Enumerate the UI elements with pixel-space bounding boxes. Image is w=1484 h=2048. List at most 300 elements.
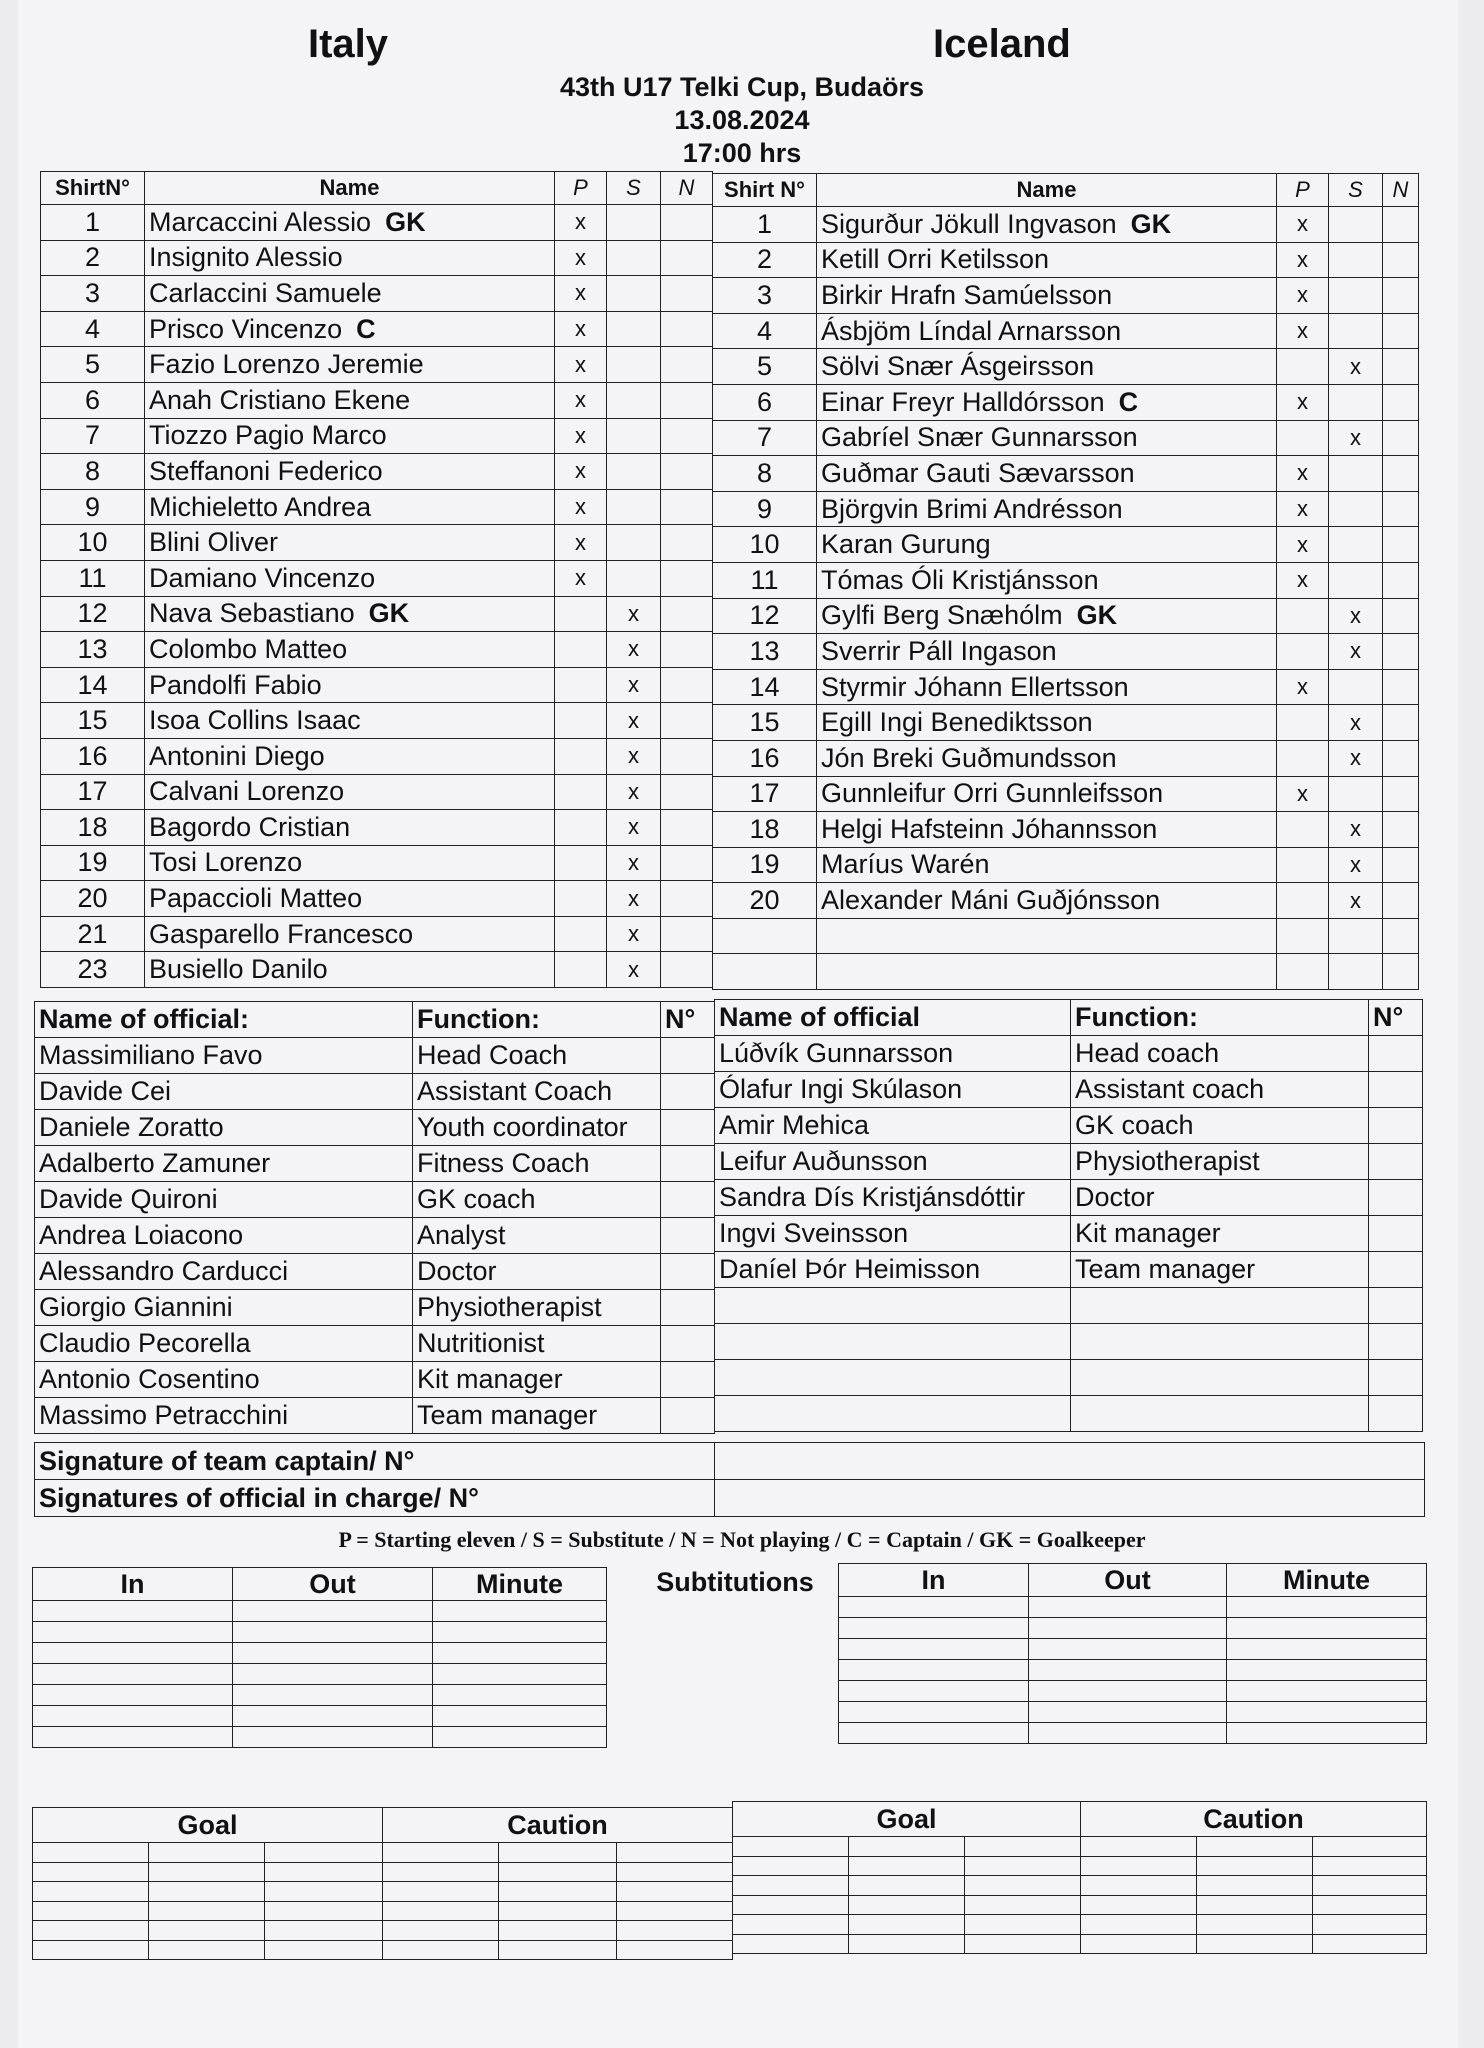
player-name-cell bbox=[817, 740, 1277, 776]
blank-cell[interactable] bbox=[1313, 1837, 1427, 1857]
substitution-row bbox=[33, 1643, 607, 1664]
not-playing-mark bbox=[1383, 776, 1419, 812]
player-name-cell bbox=[817, 669, 1277, 705]
player-row bbox=[713, 278, 1419, 314]
blank-cell[interactable] bbox=[33, 1862, 149, 1882]
official-function bbox=[1071, 1360, 1369, 1396]
blank-cell[interactable] bbox=[233, 1622, 433, 1643]
official-name: Leifur Auðunsson bbox=[715, 1144, 1071, 1180]
not-playing-mark bbox=[661, 738, 713, 774]
shirt-number: 5 bbox=[41, 347, 145, 383]
blank-cell[interactable] bbox=[149, 1882, 265, 1902]
player-name: Alexander Máni Guðjónsson bbox=[821, 885, 1161, 916]
blank-cell[interactable] bbox=[233, 1664, 433, 1685]
official-function: Physiotherapist bbox=[413, 1290, 661, 1326]
blank-cell[interactable] bbox=[1227, 1618, 1427, 1639]
blank-cell[interactable] bbox=[1313, 1856, 1427, 1876]
blank-cell[interactable] bbox=[1081, 1895, 1197, 1915]
player-row bbox=[713, 847, 1419, 883]
player-name-cell bbox=[145, 667, 555, 703]
substitute-mark bbox=[607, 489, 661, 525]
starting-mark: x bbox=[555, 560, 607, 596]
blank-cell[interactable] bbox=[1313, 1934, 1427, 1954]
blank-cell[interactable] bbox=[433, 1601, 607, 1622]
official-signature-field[interactable] bbox=[715, 1480, 1425, 1517]
blank-cell[interactable] bbox=[149, 1921, 265, 1941]
player-row bbox=[41, 703, 713, 739]
blank-cell[interactable] bbox=[1029, 1618, 1227, 1639]
captain-signature-field[interactable] bbox=[715, 1443, 1425, 1480]
blank-cell[interactable] bbox=[839, 1618, 1029, 1639]
blank-cell[interactable] bbox=[1197, 1895, 1313, 1915]
blank-cell[interactable] bbox=[965, 1856, 1081, 1876]
blank-cell[interactable] bbox=[1029, 1723, 1227, 1744]
official-name: Ólafur Ingi Skúlason bbox=[715, 1072, 1071, 1108]
substitute-mark bbox=[607, 240, 661, 276]
blank-cell[interactable] bbox=[839, 1702, 1029, 1723]
player-row bbox=[713, 527, 1419, 563]
blank-cell[interactable] bbox=[149, 1901, 265, 1921]
starting-mark: x bbox=[555, 418, 607, 454]
not-playing-mark bbox=[661, 703, 713, 739]
player-name: Jón Breki Guðmundsson bbox=[821, 742, 1117, 773]
not-playing-mark bbox=[1383, 384, 1419, 420]
player-name: Tiozzo Pagio Marco bbox=[149, 420, 387, 451]
player-row bbox=[713, 456, 1419, 492]
player-row bbox=[41, 596, 713, 632]
blank-cell[interactable] bbox=[383, 1940, 499, 1960]
blank-cell[interactable] bbox=[149, 1940, 265, 1960]
official-number bbox=[1369, 1036, 1423, 1072]
player-name: Nava Sebastiano bbox=[149, 598, 355, 629]
substitute-mark bbox=[607, 382, 661, 418]
player-row bbox=[41, 667, 713, 703]
starting-mark: x bbox=[1277, 776, 1329, 812]
blank-cell[interactable] bbox=[499, 1901, 617, 1921]
official-name: Andrea Loiacono bbox=[35, 1218, 413, 1254]
blank-cell[interactable] bbox=[839, 1723, 1029, 1744]
official-number bbox=[661, 1290, 715, 1326]
player-name: Guðmar Gauti Sævarsson bbox=[821, 457, 1135, 488]
starting-mark bbox=[1277, 812, 1329, 848]
blank-cell[interactable] bbox=[233, 1685, 433, 1706]
starting-mark: x bbox=[1277, 313, 1329, 349]
blank-cell[interactable] bbox=[1227, 1681, 1427, 1702]
player-name-cell bbox=[817, 349, 1277, 385]
blank-cell[interactable] bbox=[265, 1862, 383, 1882]
header-name: Name bbox=[145, 172, 555, 205]
shirt-number: 4 bbox=[41, 311, 145, 347]
blank-cell[interactable] bbox=[1227, 1639, 1427, 1660]
player-role-tag: GK bbox=[1130, 208, 1172, 239]
player-row bbox=[41, 774, 713, 810]
not-playing-mark bbox=[661, 667, 713, 703]
blank-cell[interactable] bbox=[839, 1639, 1029, 1660]
blank-cell[interactable] bbox=[965, 1876, 1081, 1896]
blank-cell[interactable] bbox=[1081, 1837, 1197, 1857]
away-roster-table bbox=[712, 173, 1419, 990]
substitution-row bbox=[33, 1706, 607, 1727]
official-row bbox=[715, 1108, 1423, 1144]
player-name-cell bbox=[817, 634, 1277, 670]
blank-cell[interactable] bbox=[499, 1940, 617, 1960]
official-function: Kit manager bbox=[1071, 1216, 1369, 1252]
player-row bbox=[713, 562, 1419, 598]
shirt-number: 13 bbox=[41, 632, 145, 668]
not-playing-mark bbox=[661, 560, 713, 596]
substitution-row bbox=[33, 1664, 607, 1685]
player-name-cell bbox=[817, 491, 1277, 527]
player-row bbox=[713, 491, 1419, 527]
blank-cell[interactable] bbox=[149, 1862, 265, 1882]
blank-cell[interactable] bbox=[839, 1597, 1029, 1618]
blank-cell[interactable] bbox=[265, 1882, 383, 1902]
substitute-mark bbox=[1329, 776, 1383, 812]
shirt-number: 9 bbox=[41, 489, 145, 525]
official-signature-label: Signatures of official in charge/ N° bbox=[35, 1480, 715, 1517]
blank-cell[interactable] bbox=[733, 1856, 849, 1876]
event-row bbox=[33, 1940, 733, 1960]
substitute-mark bbox=[1329, 562, 1383, 598]
blank-cell[interactable] bbox=[617, 1921, 733, 1941]
blank-cell[interactable] bbox=[33, 1601, 233, 1622]
shirt-number: 3 bbox=[713, 278, 817, 314]
header-official-name: Name of official bbox=[715, 1000, 1071, 1036]
player-name: Gunnleifur Orri Gunnleifsson bbox=[821, 778, 1164, 809]
player-name-cell bbox=[817, 598, 1277, 634]
player-name-cell bbox=[145, 489, 555, 525]
blank-cell[interactable] bbox=[1313, 1876, 1427, 1896]
substitute-mark: x bbox=[607, 703, 661, 739]
substitution-row bbox=[33, 1601, 607, 1622]
blank-cell[interactable] bbox=[265, 1901, 383, 1921]
blank-cell[interactable] bbox=[839, 1681, 1029, 1702]
player-name: Colombo Matteo bbox=[149, 633, 348, 664]
blank-cell[interactable] bbox=[383, 1862, 499, 1882]
player-row bbox=[713, 954, 1419, 990]
official-number bbox=[661, 1146, 715, 1182]
player-name: Sigurður Jökull Ingvason bbox=[821, 208, 1117, 239]
shirt-number: 6 bbox=[41, 382, 145, 418]
blank-cell[interactable] bbox=[33, 1622, 233, 1643]
official-function: Doctor bbox=[1071, 1180, 1369, 1216]
player-name-cell bbox=[145, 845, 555, 881]
player-row bbox=[41, 810, 713, 846]
header-sub-out: Out bbox=[1029, 1564, 1227, 1597]
blank-cell[interactable] bbox=[1313, 1895, 1427, 1915]
blank-cell[interactable] bbox=[617, 1940, 733, 1960]
substitution-row bbox=[839, 1639, 1427, 1660]
header-goal: Goal bbox=[733, 1802, 1081, 1837]
official-function: Head Coach bbox=[413, 1038, 661, 1074]
blank-cell[interactable] bbox=[1081, 1856, 1197, 1876]
blank-cell[interactable] bbox=[1227, 1597, 1427, 1618]
blank-cell[interactable] bbox=[1029, 1660, 1227, 1681]
starting-mark bbox=[1277, 705, 1329, 741]
official-number bbox=[661, 1398, 715, 1434]
blank-cell[interactable] bbox=[1029, 1639, 1227, 1660]
blank-cell[interactable] bbox=[33, 1921, 149, 1941]
blank-cell[interactable] bbox=[33, 1685, 233, 1706]
blank-cell[interactable] bbox=[1227, 1723, 1427, 1744]
blank-cell[interactable] bbox=[1197, 1915, 1313, 1935]
blank-cell[interactable] bbox=[33, 1727, 233, 1748]
not-playing-mark bbox=[661, 596, 713, 632]
blank-cell[interactable] bbox=[849, 1876, 965, 1896]
blank-cell[interactable] bbox=[33, 1940, 149, 1960]
event-row bbox=[33, 1862, 733, 1882]
blank-cell[interactable] bbox=[965, 1934, 1081, 1954]
event-row bbox=[733, 1895, 1427, 1915]
starting-mark: x bbox=[555, 382, 607, 418]
official-name: Lúðvík Gunnarsson bbox=[715, 1036, 1071, 1072]
substitution-row bbox=[33, 1727, 607, 1748]
official-name bbox=[715, 1360, 1071, 1396]
player-name-cell bbox=[817, 812, 1277, 848]
player-name: Antonini Diego bbox=[149, 740, 325, 771]
home-team-title: Italy bbox=[308, 22, 389, 66]
substitute-mark: x bbox=[607, 596, 661, 632]
blank-cell[interactable] bbox=[617, 1862, 733, 1882]
blank-cell[interactable] bbox=[1197, 1837, 1313, 1857]
substitute-mark: x bbox=[1329, 705, 1383, 741]
home-officials-table bbox=[34, 1001, 715, 1434]
substitute-mark: x bbox=[607, 738, 661, 774]
shirt-number: 14 bbox=[41, 667, 145, 703]
official-row bbox=[35, 1182, 715, 1218]
shirt-number: 11 bbox=[713, 562, 817, 598]
blank-cell[interactable] bbox=[1197, 1856, 1313, 1876]
player-row bbox=[713, 207, 1419, 243]
blank-cell[interactable] bbox=[1029, 1681, 1227, 1702]
starting-mark bbox=[1277, 847, 1329, 883]
player-name: Marcaccini Alessio bbox=[149, 206, 372, 237]
shirt-number: 13 bbox=[713, 634, 817, 670]
not-playing-mark bbox=[1383, 313, 1419, 349]
substitute-mark bbox=[607, 347, 661, 383]
blank-cell[interactable] bbox=[617, 1901, 733, 1921]
substitute-mark bbox=[1329, 313, 1383, 349]
player-name: Helgi Hafsteinn Jóhannsson bbox=[821, 813, 1158, 844]
official-row bbox=[715, 1360, 1423, 1396]
not-playing-mark bbox=[661, 418, 713, 454]
official-row bbox=[715, 1216, 1423, 1252]
blank-cell[interactable] bbox=[965, 1915, 1081, 1935]
blank-cell[interactable] bbox=[1081, 1934, 1197, 1954]
blank-cell[interactable] bbox=[965, 1837, 1081, 1857]
blank-cell[interactable] bbox=[265, 1921, 383, 1941]
blank-cell[interactable] bbox=[383, 1901, 499, 1921]
header-n: N bbox=[1383, 174, 1419, 207]
player-row bbox=[713, 705, 1419, 741]
home-goals-cautions-table bbox=[32, 1807, 733, 1960]
player-name-cell bbox=[145, 632, 555, 668]
official-row bbox=[35, 1218, 715, 1254]
starting-mark bbox=[555, 845, 607, 881]
player-name: Fazio Lorenzo Jeremie bbox=[149, 349, 424, 380]
blank-cell[interactable] bbox=[233, 1601, 433, 1622]
player-name: Bagordo Cristian bbox=[149, 811, 351, 842]
official-number bbox=[661, 1074, 715, 1110]
home-substitutions-table bbox=[32, 1567, 607, 1748]
starting-mark bbox=[1277, 918, 1329, 954]
official-function: GK coach bbox=[1071, 1108, 1369, 1144]
player-name-cell bbox=[145, 774, 555, 810]
player-name-cell bbox=[145, 205, 555, 241]
header-function: Function: bbox=[413, 1002, 661, 1038]
starting-mark: x bbox=[555, 311, 607, 347]
not-playing-mark bbox=[1383, 420, 1419, 456]
blank-cell[interactable] bbox=[33, 1664, 233, 1685]
blank-cell[interactable] bbox=[839, 1660, 1029, 1681]
blank-cell[interactable] bbox=[1081, 1876, 1197, 1896]
blank-cell[interactable] bbox=[33, 1882, 149, 1902]
player-name-cell bbox=[817, 954, 1277, 990]
blank-cell[interactable] bbox=[383, 1843, 499, 1863]
starting-mark: x bbox=[1277, 278, 1329, 314]
official-row bbox=[35, 1326, 715, 1362]
header-sub-in: In bbox=[33, 1568, 233, 1601]
blank-cell[interactable] bbox=[383, 1921, 499, 1941]
player-name: Birkir Hrafn Samúelsson bbox=[821, 279, 1113, 310]
blank-cell[interactable] bbox=[849, 1915, 965, 1935]
blank-cell[interactable] bbox=[733, 1895, 849, 1915]
player-row bbox=[41, 952, 713, 988]
blank-cell[interactable] bbox=[265, 1843, 383, 1863]
official-function: Fitness Coach bbox=[413, 1146, 661, 1182]
blank-cell[interactable] bbox=[849, 1895, 965, 1915]
substitute-mark: x bbox=[607, 952, 661, 988]
blank-cell[interactable] bbox=[733, 1915, 849, 1935]
blank-cell[interactable] bbox=[849, 1934, 965, 1954]
header-p: P bbox=[555, 172, 607, 205]
shirt-number: 2 bbox=[713, 242, 817, 278]
blank-cell[interactable] bbox=[433, 1664, 607, 1685]
event-time: 17:00 hrs bbox=[682, 138, 802, 168]
blank-cell[interactable] bbox=[1313, 1915, 1427, 1935]
player-name: Tómas Óli Kristjánsson bbox=[821, 564, 1099, 595]
player-name: Maríus Warén bbox=[821, 849, 990, 880]
player-row bbox=[41, 454, 713, 490]
player-name-cell bbox=[817, 420, 1277, 456]
not-playing-mark bbox=[1383, 349, 1419, 385]
header-official-name: Name of official: bbox=[35, 1002, 413, 1038]
official-function: Assistant coach bbox=[1071, 1072, 1369, 1108]
blank-cell[interactable] bbox=[33, 1706, 233, 1727]
blank-cell[interactable] bbox=[499, 1843, 617, 1863]
player-row bbox=[41, 347, 713, 383]
player-name-cell bbox=[817, 384, 1277, 420]
starting-mark bbox=[555, 596, 607, 632]
player-name: Calvani Lorenzo bbox=[149, 776, 345, 807]
starting-mark: x bbox=[1277, 384, 1329, 420]
official-name: Ingvi Sveinsson bbox=[715, 1216, 1071, 1252]
player-name: Björgvin Brimi Andrésson bbox=[821, 493, 1123, 524]
blank-cell[interactable] bbox=[1197, 1934, 1313, 1954]
substitute-mark: x bbox=[1329, 349, 1383, 385]
header-goal: Goal bbox=[33, 1808, 383, 1843]
blank-cell[interactable] bbox=[233, 1727, 433, 1748]
blank-cell[interactable] bbox=[617, 1882, 733, 1902]
starting-mark bbox=[555, 703, 607, 739]
blank-cell[interactable] bbox=[499, 1921, 617, 1941]
player-name: Insignito Alessio bbox=[149, 242, 343, 273]
shirt-number: 20 bbox=[713, 883, 817, 919]
blank-cell[interactable] bbox=[233, 1643, 433, 1664]
official-number bbox=[1369, 1180, 1423, 1216]
blank-cell[interactable] bbox=[33, 1901, 149, 1921]
blank-cell[interactable] bbox=[1081, 1915, 1197, 1935]
official-row bbox=[715, 1144, 1423, 1180]
not-playing-mark bbox=[661, 240, 713, 276]
blank-cell[interactable] bbox=[965, 1895, 1081, 1915]
blank-cell[interactable] bbox=[1227, 1702, 1427, 1723]
player-row bbox=[713, 420, 1419, 456]
player-name-cell bbox=[817, 278, 1277, 314]
shirt-number: 9 bbox=[713, 491, 817, 527]
header-shirt-number: ShirtN° bbox=[41, 172, 145, 205]
blank-cell[interactable] bbox=[33, 1643, 233, 1664]
home-roster-header bbox=[41, 172, 713, 205]
blank-cell[interactable] bbox=[499, 1882, 617, 1902]
blank-cell[interactable] bbox=[733, 1934, 849, 1954]
blank-cell[interactable] bbox=[33, 1843, 149, 1863]
substitution-row bbox=[839, 1618, 1427, 1639]
shirt-number: 4 bbox=[713, 313, 817, 349]
shirt-number: 8 bbox=[41, 454, 145, 490]
shirt-number: 10 bbox=[41, 525, 145, 561]
not-playing-mark bbox=[1383, 740, 1419, 776]
blank-cell[interactable] bbox=[733, 1876, 849, 1896]
blank-cell[interactable] bbox=[617, 1843, 733, 1863]
blank-cell[interactable] bbox=[1029, 1597, 1227, 1618]
substitute-mark: x bbox=[607, 774, 661, 810]
header-sub-out: Out bbox=[233, 1568, 433, 1601]
blank-cell[interactable] bbox=[433, 1622, 607, 1643]
blank-cell[interactable] bbox=[1197, 1876, 1313, 1896]
blank-cell[interactable] bbox=[733, 1837, 849, 1857]
substitute-mark bbox=[607, 525, 661, 561]
official-function: Youth coordinator bbox=[413, 1110, 661, 1146]
blank-cell[interactable] bbox=[499, 1862, 617, 1882]
blank-cell[interactable] bbox=[849, 1837, 965, 1857]
blank-cell[interactable] bbox=[383, 1882, 499, 1902]
official-number bbox=[661, 1182, 715, 1218]
shirt-number: 15 bbox=[713, 705, 817, 741]
blank-cell[interactable] bbox=[849, 1856, 965, 1876]
official-row bbox=[715, 1072, 1423, 1108]
player-name-cell bbox=[817, 313, 1277, 349]
player-name-cell bbox=[817, 776, 1277, 812]
blank-cell[interactable] bbox=[265, 1940, 383, 1960]
blank-cell[interactable] bbox=[433, 1727, 607, 1748]
player-name-cell bbox=[145, 952, 555, 988]
blank-cell[interactable] bbox=[149, 1843, 265, 1863]
player-row bbox=[41, 916, 713, 952]
blank-cell[interactable] bbox=[433, 1706, 607, 1727]
substitute-mark bbox=[1329, 954, 1383, 990]
blank-cell[interactable] bbox=[1227, 1660, 1427, 1681]
official-name: Massimiliano Favo bbox=[35, 1038, 413, 1074]
official-row bbox=[35, 1398, 715, 1434]
blank-cell[interactable] bbox=[433, 1643, 607, 1664]
official-number bbox=[661, 1254, 715, 1290]
shirt-number: 12 bbox=[713, 598, 817, 634]
player-row bbox=[41, 311, 713, 347]
blank-cell[interactable] bbox=[1029, 1702, 1227, 1723]
blank-cell[interactable] bbox=[433, 1685, 607, 1706]
blank-cell[interactable] bbox=[233, 1706, 433, 1727]
